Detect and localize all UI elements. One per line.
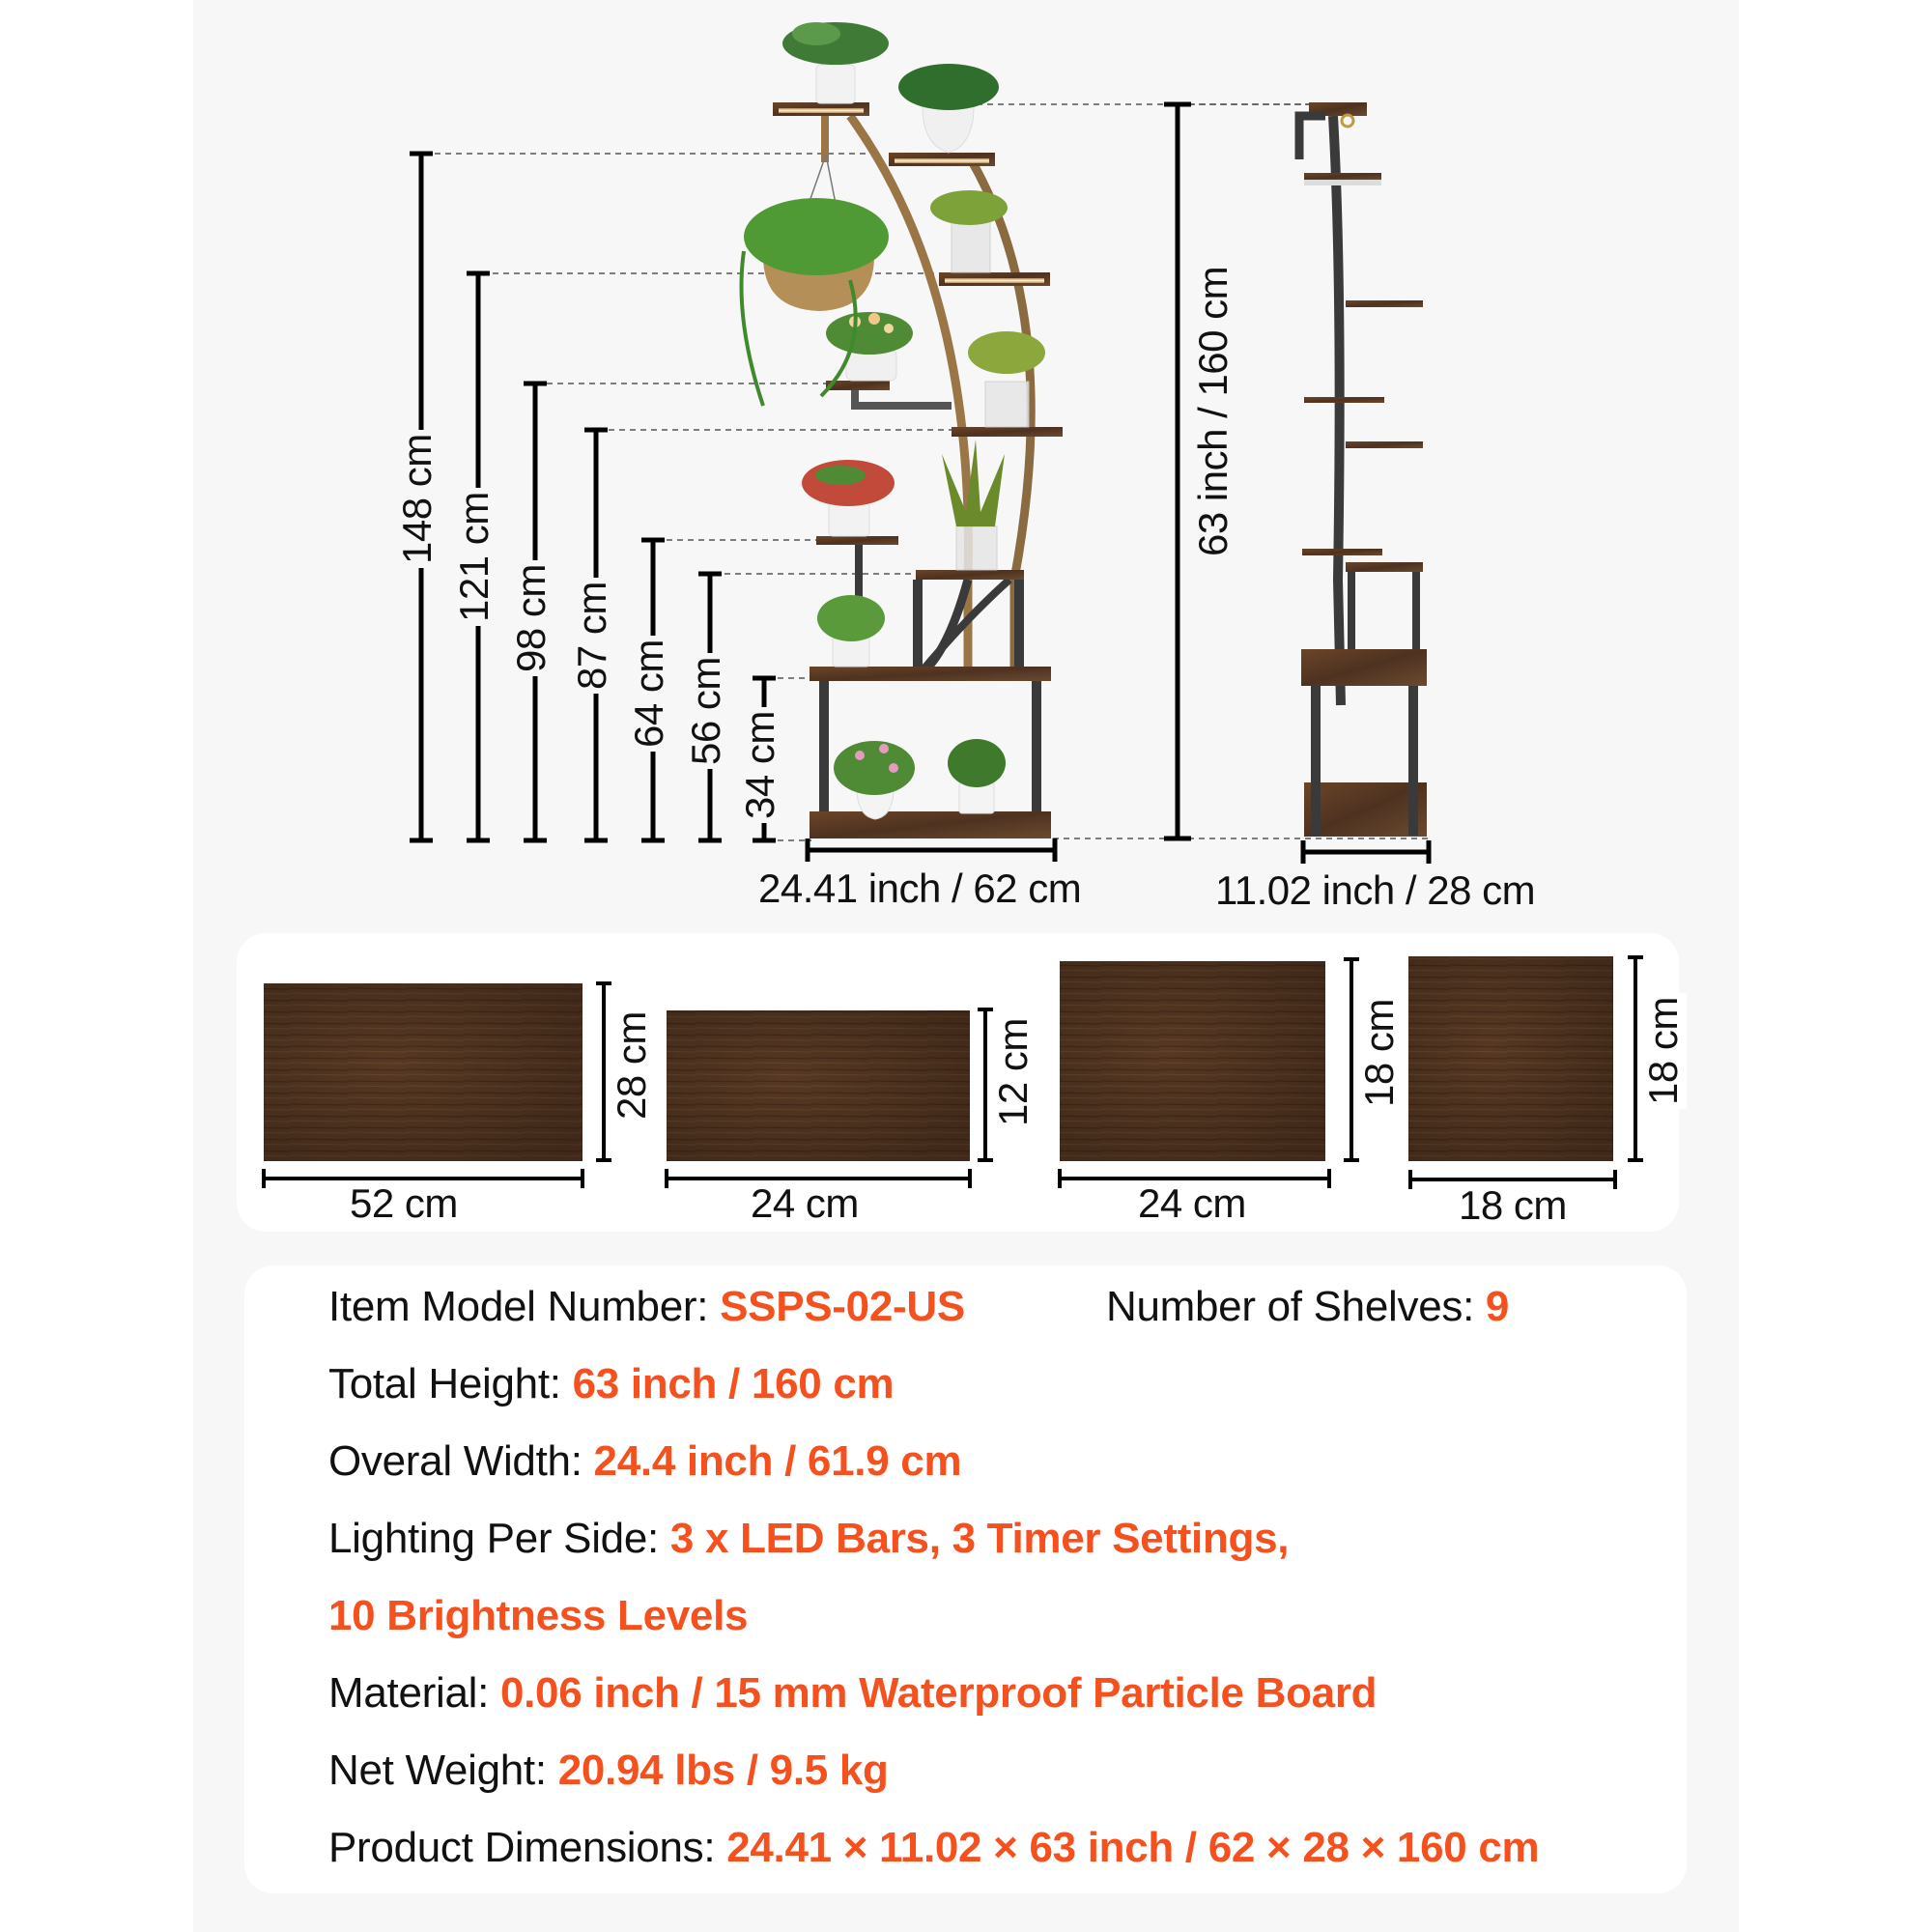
board-1-depth: 28 cm [609, 1008, 655, 1123]
height-label-98: 98 cm [508, 560, 554, 676]
spec-overall-width [328, 1437, 961, 1486]
spec-total-height [328, 1360, 894, 1408]
spec-lighting-continued [328, 1592, 748, 1640]
board-2-width: 24 cm [751, 1180, 859, 1226]
spec-value: 24.41 × 11.02 × 63 inch / 62 × 28 × 160 cm [726, 1824, 1540, 1871]
spec-product-dimensions [328, 1824, 1539, 1872]
spec-net-weight [328, 1747, 889, 1795]
height-label-87: 87 cm [569, 578, 615, 694]
spec-value: 9 [1485, 1283, 1510, 1330]
spec-value: 63 inch / 160 cm [572, 1360, 895, 1407]
height-label-148: 148 cm [394, 430, 440, 568]
board-3-depth: 18 cm [1356, 995, 1403, 1111]
height-label-64: 64 cm [626, 636, 672, 752]
front-width-label: 24.41 inch / 62 cm [758, 866, 1082, 911]
spec-label: Number of Shelves: [1106, 1283, 1486, 1330]
spec-value: 20.94 lbs / 9.5 kg [557, 1747, 889, 1794]
spec-model-number [328, 1283, 965, 1331]
spec-label: Material: [328, 1669, 500, 1717]
spec-label: Item Model Number: [328, 1283, 721, 1330]
side-width-label: 11.02 inch / 28 cm [1215, 867, 1536, 913]
height-label-34: 34 cm [737, 707, 783, 823]
spec-number-of-shelves [1106, 1283, 1509, 1331]
spec-lighting [328, 1515, 1289, 1563]
spec-label: Total Height: [328, 1360, 573, 1407]
spec-label: Overal Width: [328, 1437, 594, 1485]
board-3-width: 24 cm [1138, 1180, 1246, 1226]
spec-material [328, 1669, 1377, 1718]
spec-value: SSPS-02-US [720, 1283, 965, 1330]
spec-label: Product Dimensions: [328, 1824, 727, 1871]
spec-value: 3 x LED Bars, 3 Timer Settings, [669, 1515, 1290, 1562]
spec-label: Net Weight: [328, 1747, 558, 1794]
board-4-width: 18 cm [1459, 1182, 1567, 1228]
height-label-121: 121 cm [451, 488, 497, 626]
total-height-label: 63 inch / 160 cm [1190, 263, 1236, 560]
height-label-56: 56 cm [683, 653, 729, 769]
board-2-depth: 12 cm [990, 1014, 1037, 1130]
board-4-depth: 18 cm [1640, 993, 1687, 1109]
spec-value: 0.06 inch / 15 mm Waterproof Particle Board [499, 1669, 1378, 1717]
spec-value: 24.4 inch / 61.9 cm [593, 1437, 962, 1485]
board-1-width: 52 cm [350, 1180, 458, 1226]
spec-label: Lighting Per Side: [328, 1515, 670, 1562]
spec-value: 10 Brightness Levels [328, 1592, 749, 1639]
